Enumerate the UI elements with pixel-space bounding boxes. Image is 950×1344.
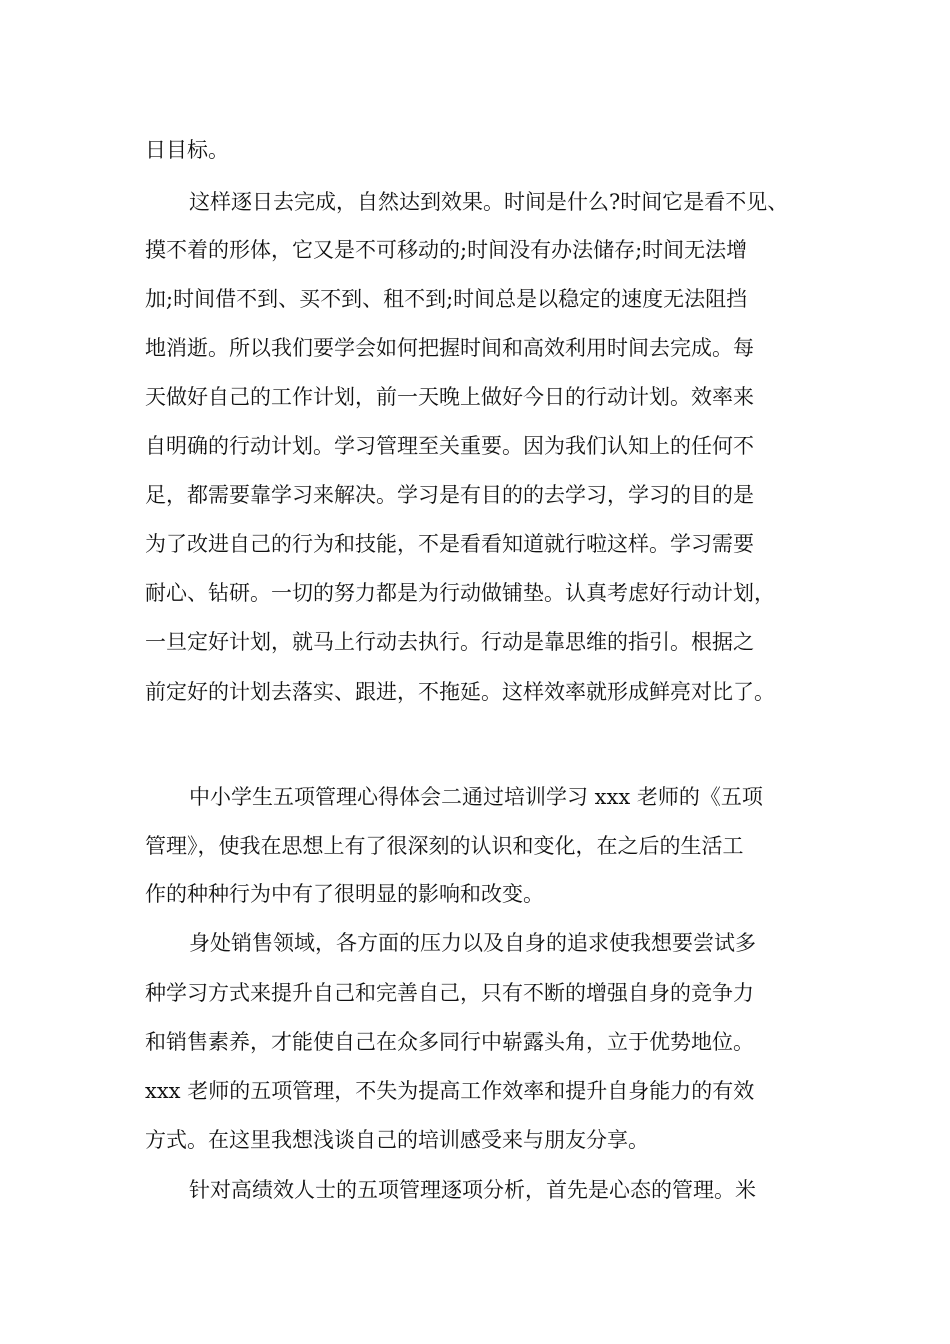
- text-line: [0, 573, 950, 613]
- text-line-content: 身处销售领域，各方面的压力以及自身的追求使我想要尝试多: [189, 931, 756, 955]
- text-line-content: 一旦定好计划，就马上行动去执行。行动是靠思维的指引。根据之: [145, 630, 754, 654]
- text-line-content: 种学习方式来提升自己和完善自己，只有不断的增强自身的竞争力: [145, 981, 754, 1005]
- text-line: [0, 777, 950, 817]
- text-line-content: 自明确的行动计划。学习管理至关重要。因为我们认知上的任何不: [145, 434, 754, 458]
- text-line: [0, 826, 950, 866]
- text-line-content: 为了改进自己的行为和技能，不是看看知道就行啦这样。学习需要: [145, 532, 754, 556]
- text-line: [0, 672, 950, 712]
- text-line: [0, 230, 950, 270]
- text-line: [0, 1170, 950, 1210]
- text-line: [0, 524, 950, 564]
- text-line-content: xxx 老师的五项管理，不失为提高工作效率和提升自身能力的有效: [145, 1079, 755, 1103]
- text-line-content: 针对高绩效人士的五项管理逐项分析，首先是心态的管理。米: [189, 1178, 756, 1202]
- text-line-content: 和销售素养，才能使自己在众多同行中崭露头角，立于优势地位。: [145, 1030, 754, 1054]
- text-line: [0, 475, 950, 515]
- text-line: [0, 328, 950, 368]
- text-line: [0, 874, 950, 914]
- text-line: [0, 622, 950, 662]
- text-line-content: 地消逝。所以我们要学会如何把握时间和高效利用时间去完成。每: [145, 336, 754, 360]
- text-line: [0, 1022, 950, 1062]
- text-line: [0, 279, 950, 319]
- text-line-content: 这样逐日去完成，自然达到效果。时间是什么?时间它是看不见、: [189, 190, 789, 214]
- text-line-content: 管理》，使我在思想上有了很深刻的认识和变化，在之后的生活工: [145, 834, 744, 858]
- text-line: [0, 426, 950, 466]
- text-line-content: 作的种种行为中有了很明显的影响和改变。: [145, 882, 544, 906]
- text-line: [0, 1071, 950, 1111]
- text-line-content: 耐心、钻研。一切的努力都是为行动做铺垫。认真考虑好行动计划，: [145, 581, 775, 605]
- text-line: [0, 130, 950, 170]
- text-line-content: 天做好自己的工作计划，前一天晚上做好今日的行动计划。效率来: [145, 385, 754, 409]
- text-line-content: 中小学生五项管理心得体会二通过培训学习 xxx 老师的《五项: [189, 785, 763, 809]
- text-line: [0, 182, 950, 222]
- text-line-content: 加;时间借不到、买不到、租不到;时间总是以稳定的速度无法阻挡: [145, 287, 748, 311]
- text-line-content: 足，都需要靠学习来解决。学习是有目的的去学习，学习的目的是: [145, 483, 754, 507]
- text-line: [0, 973, 950, 1013]
- text-line-content: 前定好的计划去落实、跟进，不拖延。这样效率就形成鲜亮对比了。: [145, 680, 775, 704]
- text-line-content: 摸不着的形体，它又是不可移动的;时间没有办法储存;时间无法增: [145, 238, 748, 262]
- text-line-content: 方式。在这里我想浅谈自己的培训感受来与朋友分享。: [145, 1128, 649, 1152]
- text-line: [0, 377, 950, 417]
- text-line: [0, 1120, 950, 1160]
- text-line-content: 日目标。: [145, 138, 229, 162]
- text-line: [0, 923, 950, 963]
